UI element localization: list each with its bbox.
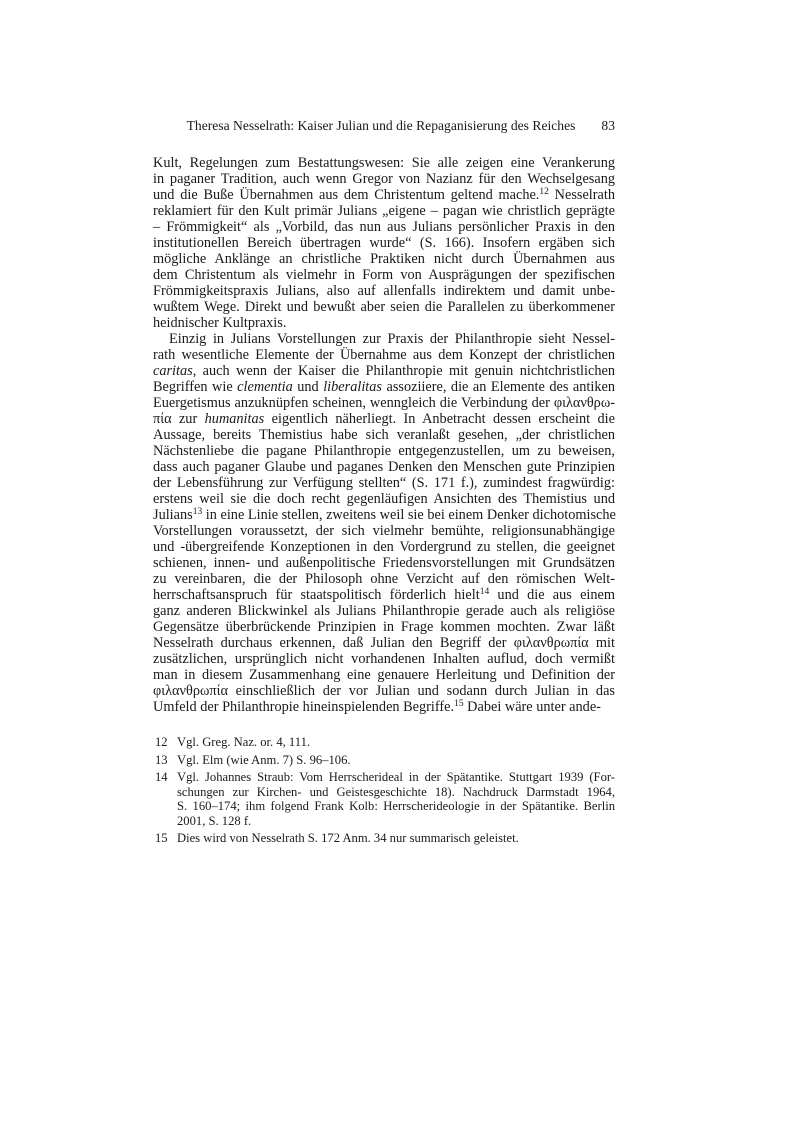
text-line xyxy=(153,635,615,651)
text-run[interactable]: Begriffen wie xyxy=(153,379,238,395)
text-line xyxy=(153,219,615,235)
text-line xyxy=(153,203,615,219)
italic-term: clementia xyxy=(237,379,293,395)
footnote-line: Vgl. Greg. Naz. or. 4, 111. xyxy=(177,735,311,749)
text-line xyxy=(153,187,615,203)
footnote-line: schungen zur Kirchen- und Geistesgeschichte 18). Nachdruck Darmstadt 1964, xyxy=(177,784,615,799)
text-run[interactable]: Frömmigkeitspraxis Julians, also auf allenfalls indirektem und damit unbe- xyxy=(153,283,615,299)
paragraph xyxy=(153,331,615,715)
text-line xyxy=(153,491,615,507)
text-line xyxy=(153,395,615,411)
running-header xyxy=(153,118,615,134)
text-run[interactable]: mögliche Anklänge an christliche Praktiken nicht durch Übernahmen aus xyxy=(153,251,615,267)
text-line xyxy=(153,443,615,459)
text-line xyxy=(153,363,615,379)
text-run[interactable]: zu vereinbaren, die der Philosoph ohne Verzicht auf den römischen Welt- xyxy=(153,571,615,587)
text-line xyxy=(153,235,615,251)
running-title: Theresa Nesselrath: Kaiser Julian und die Repaganisierung des Reiches xyxy=(186,118,576,133)
text-run[interactable]: dem Christentum als vielmehr in Form von Ausprägungen der spezifischen xyxy=(153,267,615,283)
text-run[interactable]: rath wesentliche Elemente der Übernahme aus dem Konzept der christlichen xyxy=(153,347,615,363)
footnotes xyxy=(153,735,615,849)
text-line xyxy=(153,283,615,299)
text-line xyxy=(153,459,615,475)
text-line xyxy=(153,411,615,427)
footnote xyxy=(153,753,615,768)
text-run[interactable]: herrschaftsanspruch für staatspolitisch förderlich hielt xyxy=(153,587,480,603)
text-line xyxy=(153,299,615,315)
text-line xyxy=(153,507,615,523)
main-text xyxy=(153,155,615,715)
text-run[interactable]: Nesselrath durchaus erkennen, daß Julian den Begriff der φιλανθρωπία mit xyxy=(153,635,615,651)
text-line xyxy=(153,155,615,171)
text-line xyxy=(153,427,615,443)
page-number: 83 xyxy=(601,118,615,133)
text-line xyxy=(153,315,615,331)
footnote-ref[interactable]: 15 xyxy=(454,699,464,709)
text-line xyxy=(153,571,615,587)
text-run[interactable]: wußtem Wege. Direkt und bewußt aber seien die Parallelen zu überkommener xyxy=(153,299,615,315)
text-line xyxy=(153,523,615,539)
footnote-number: 14 xyxy=(155,770,168,784)
text-run[interactable]: Julians xyxy=(153,507,193,523)
text-run[interactable]: und xyxy=(292,379,324,395)
text-line xyxy=(153,619,615,635)
text-run[interactable]: man in diesem Zusammenhang eine genauere Herleitung und Definition der xyxy=(153,667,615,683)
italic-term: caritas xyxy=(153,363,193,379)
text-run[interactable]: , auch wenn der Kaiser die Philanthropie mit genuin nichtchristlichen xyxy=(192,363,615,379)
text-line xyxy=(153,651,615,667)
footnote-line: 2001, S. 128 f. xyxy=(177,813,252,828)
text-run[interactable]: erstens weil sie die doch recht gegenläufigen Ansichten des Themistius und xyxy=(153,491,615,507)
text-line xyxy=(153,379,615,395)
footnote-ref[interactable]: 14 xyxy=(479,587,490,597)
footnote-number: 13 xyxy=(155,752,168,767)
text-line xyxy=(153,347,615,363)
text-run[interactable]: in eine Linie stellen, zweitens weil sie bei einem Denker dichotomische xyxy=(202,507,616,523)
text-run[interactable]: zusätzlichen, ursprünglich nicht vorhandenen Inhalten auflud, doch vermißt xyxy=(153,651,615,667)
footnote-line: Dies wird von Nesselrath S. 172 Anm. 34 nur summarisch geleistet. xyxy=(177,831,519,845)
text-run[interactable]: Aussage, bereits Themistius habe sich veranlaßt gesehen, „der christlichen xyxy=(153,427,615,443)
text-run[interactable]: der Lebensführung zur Verfügung stellten“ (S. 171 f.), zumindest fragwürdig: xyxy=(153,475,615,491)
footnote-line: Vgl. Elm (wie Anm. 7) S. 96–106. xyxy=(177,752,351,767)
text-run[interactable]: Euergetismus anzuknüpfen scheinen, wenngleich die Verbindung der φιλανθρω- xyxy=(153,395,615,411)
footnote-number: 12 xyxy=(155,735,168,749)
text-run[interactable]: Vorstellungen voraussetzt, der sich vielmehr bemühte, religionsunabhängige xyxy=(153,523,615,539)
italic-term: liberalitas xyxy=(323,379,382,395)
text-run[interactable]: Gegensätze überbrückende Prinzipien in Frage kommen mochten. Zwar läßt xyxy=(153,619,615,635)
text-run[interactable]: Dabei wäre unter ande- xyxy=(463,699,601,715)
text-run[interactable]: ganz anderen Blickwinkel als Julians Philanthropie gerade auch als religiöse xyxy=(153,603,615,619)
footnote xyxy=(153,770,615,828)
footnote-line: Vgl. Johannes Straub: Vom Herrscherideal in der Spätantike. Stuttgart 1939 (For- xyxy=(177,770,615,784)
text-line xyxy=(153,667,615,683)
text-run[interactable]: reklamiert für den Kult primär Julians „eigene – pagan wie christlich geprägte xyxy=(153,203,615,219)
text-line xyxy=(153,603,615,619)
footnote-ref[interactable]: 12 xyxy=(539,187,549,197)
text-run[interactable]: πία zur xyxy=(153,411,205,427)
text-run[interactable]: institutionellen Bereich übertragen wurde“ (S. 166). Insofern ergäben sich xyxy=(153,235,615,251)
text-line xyxy=(153,539,615,555)
text-run[interactable]: assoziiere, die an Elemente des antiken xyxy=(381,379,616,395)
text-run[interactable]: heidnischer Kultpraxis. xyxy=(153,315,287,331)
text-run[interactable]: φιλανθρωπία einschließlich der vor Julian und sodann durch Julian in das xyxy=(153,683,615,699)
text-run[interactable]: eigentlich näherliegt. In Anbetracht dessen erscheint die xyxy=(264,411,615,427)
paragraph xyxy=(153,155,615,331)
footnote-ref[interactable]: 13 xyxy=(192,507,203,517)
italic-term: humanitas xyxy=(204,411,265,427)
text-line xyxy=(153,587,615,603)
text-run[interactable]: und -übergreifende Konzeptionen in den Vordergrund zu stellen, die geeignet xyxy=(153,539,615,555)
footnote-line: S. 160–174; ihm folgend Frank Kolb: Herrscherideologie in der Spätantike. Berlin xyxy=(177,799,615,813)
text-line xyxy=(153,699,615,715)
text-line xyxy=(153,251,615,267)
text-run[interactable]: und die Buße Übernahmen aus dem Christentum geltend mache. xyxy=(153,187,540,203)
footnote xyxy=(153,735,615,750)
text-run[interactable]: Umfeld der Philanthropie hineinspielenden Begriffe. xyxy=(153,699,455,715)
text-run[interactable]: und die aus einem xyxy=(489,587,615,603)
footnote xyxy=(153,831,615,846)
text-run[interactable]: Einzig in Julians Vorstellungen zur Praxis der Philanthropie sieht Nessel- xyxy=(169,331,615,347)
text-line xyxy=(153,683,615,699)
text-run[interactable]: Kult, Regelungen zum Bestattungswesen: Sie alle zeigen eine Verankerung xyxy=(153,155,615,171)
footnote-number: 15 xyxy=(155,831,168,845)
text-line xyxy=(153,331,615,347)
text-line xyxy=(153,475,615,491)
text-line xyxy=(153,171,615,187)
text-run[interactable]: Nesselrath xyxy=(548,187,616,203)
text-run[interactable]: Nächstenliebe die pagane Philanthropie entgegenzustellen, um zu beweisen, xyxy=(153,443,615,459)
text-run[interactable]: dass auch paganer Glaube und paganes Denken den Menschen gute Prinzipien xyxy=(153,459,615,475)
text-line xyxy=(153,267,615,283)
text-run[interactable]: schienen, innen- und außenpolitische Friedensvorstellungen mit Grundsätzen xyxy=(153,555,615,571)
text-line xyxy=(153,555,615,571)
text-run[interactable]: in paganer Tradition, auch wenn Gregor von Nazianz für den Wechselgesang xyxy=(153,171,615,187)
text-run[interactable]: – Frömmigkeit“ als „Vorbild, das nun aus Julians persönlicher Praxis in den xyxy=(153,219,615,235)
